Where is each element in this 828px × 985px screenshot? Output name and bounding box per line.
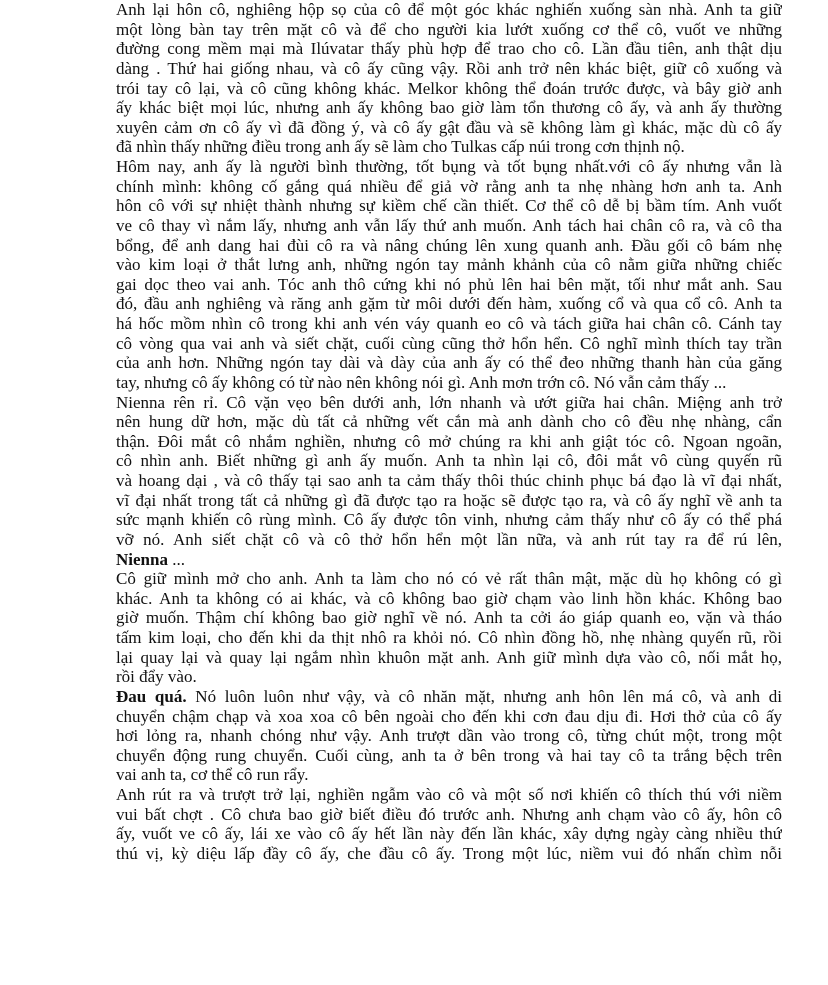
text-line (116, 824, 782, 844)
line-text: hơi lỏng ra, nhanh chóng như vậy. Anh trượt dần vào trong cô, từng chút một, trong một (116, 726, 782, 746)
text-line (116, 785, 782, 805)
text-line (116, 20, 782, 40)
line-text: Nó luôn luôn như vậy, và cô nhăn mặt, nhưng anh hôn lên má cô, và anh di (186, 686, 782, 706)
line-text: bổng, để anh dang hai đùi cô ra và nâng chúng lên xung quanh anh. Đầu gối cô bám nhẹ (116, 235, 782, 255)
line-text: khác. Anh ta không có ai khác, và cô không bao giờ chạm vào linh hồn khác. Không bao (116, 588, 782, 608)
line-text: vĩ đại nhất trong tất cả những gì đã được tạo ra hoặc sẽ được tạo ra, và cô ấy nghĩ về anh ta (116, 490, 782, 510)
line-text: tấm kim loại, cho đến khi da thịt nhô ra khỏi nó. Cô nhìn đồng hồ, nhẹ nhàng quyến rũ, rồi (116, 628, 782, 647)
text-line (116, 510, 782, 530)
line-text: thú vị, kỳ diệu lấp đầy cô ấy, che đầu cô ấy. Trong một lúc, niềm vui đó nhấn chìm nỗi (116, 843, 782, 863)
line-text: Hôm nay, anh ấy là người bình thường, tốt bụng và tốt bụng nhất.với cô ấy nhưng vẫn là (116, 157, 782, 176)
text-line (116, 79, 782, 99)
paragraph (116, 785, 782, 864)
line-text: ấy khác biệt mọi lúc, nhưng anh ấy không bao giờ làm tổn thương cô ấy, và anh ấy thường (116, 98, 782, 118)
line-text: vào kim loại ở thắt lưng anh, những ngón tay mảnh khảnh của cô nằm giữa những chiếc (116, 255, 782, 275)
text-line (116, 726, 782, 746)
text-line (116, 98, 782, 118)
line-text: vỡ nó. Anh siết chặt cô và cô thở hổn hển một lần nữa, và anh rút tay ra để rú lên, (116, 529, 782, 549)
line-text: gai dọc theo vai anh. Tóc anh thô cứng khi nó phủ lên hai bên mặt, tối như mắt anh. Sau (116, 274, 782, 294)
line-text: hôn cô với sự nhiệt thành nhưng sự kiềm chế cần thiết. Cơ thể cô dễ bị bầm tím. Anh vuốt (116, 196, 782, 216)
line-text: cô nhìn anh. Biết những gì anh ấy muốn. Anh ta nhìn lại cô, đôi mắt vô cùng quyến rũ (116, 451, 782, 471)
text-line (116, 648, 782, 668)
text-line (116, 196, 782, 216)
text-line (116, 334, 782, 354)
line-text: trói tay cô lại, và cô cũng không khác. Melkor không thể đoán trước được, và bây giờ anh (116, 78, 782, 98)
text-line (116, 707, 782, 727)
text-line (116, 157, 782, 177)
bold-text: Nienna (116, 549, 168, 569)
text-line (116, 667, 782, 687)
line-text: há hốc mồm nhìn cô trong khi anh vén váy quanh eo cô và tách giữa hai chân cô. Cánh tay (116, 314, 782, 333)
line-text: chuyển chậm chạp và xoa xoa cô bên ngoài cho đến khi cơn đau dịu đi. Hơi thở của cô ấy (116, 706, 782, 726)
text-line (116, 451, 782, 471)
text-line (116, 373, 782, 393)
line-text: và hoang dại , và cô thấy tại sao anh ta cảm thấy thôi thúc chinh phục bá đạo là vĩ đại nhất, (116, 471, 782, 490)
line-text: một lòng bàn tay trên mặt cô và để cho người kia lướt xuống cơ thể cô, vuốt ve những (116, 19, 782, 39)
line-text: thận. Đôi mắt cô nhắm nghiền, nhưng cô mở chúng ra khi anh giật tóc cô. Ngoan ngoãn, (116, 431, 782, 451)
paragraph (116, 687, 782, 785)
text-line (116, 275, 782, 295)
line-text: đường cong mềm mại mà Ilúvatar thấy phù hợp để trao cho cô. Lần đầu tiên, anh thật dịu (116, 39, 782, 59)
line-text: giờ muốn. Thậm chí không bao giờ nghĩ về nó. Anh ta cởi áo giáp quanh eo, vặn và tháo (116, 608, 782, 628)
text-line (116, 550, 782, 570)
line-text: của anh hơn. Những ngón tay dài và dày của anh ấy có thể đeo những thanh hàn của găng (116, 353, 782, 373)
text-line (116, 471, 782, 491)
bold-text: Đau quá. (116, 686, 187, 706)
text-line (116, 216, 782, 236)
line-text: vui bất chợt . Cô chưa bao giờ biết điều đó trước anh. Nhưng anh chạm vào cô ấy, hôn cô (116, 804, 782, 824)
text-line (116, 393, 782, 413)
text-line (116, 353, 782, 373)
text-line (116, 589, 782, 609)
line-text: dàng . Thứ hai giống nhau, và cô ấy cũng vậy. Rồi anh trở nên khác biệt, giữ cô xuống và (116, 58, 782, 78)
text-line (116, 0, 782, 20)
line-text: Anh lại hôn cô, nghiêng hộp sọ của cô để một góc khác nghiến xuống sàn nhà. Anh ta giữ (116, 0, 782, 19)
text-line (116, 39, 782, 59)
paragraph (116, 393, 782, 570)
text-line (116, 491, 782, 511)
line-text: Nienna rên rỉ. Cô vặn vẹo bên dưới anh, lớn nhanh và ướt giữa hai chân. Miệng anh trở (116, 392, 782, 412)
line-text: rồi đẩy vào. (116, 667, 197, 687)
text-line (116, 805, 782, 825)
line-text: lại quay lại và quay lại ngắm nhìn khuôn mặt anh. Anh giữ mình dựa vào cô, nối mắt họ, (116, 647, 782, 667)
text-line (116, 59, 782, 79)
text-line (116, 255, 782, 275)
text-line (116, 687, 782, 707)
line-text: Cô giữ mình mở cho anh. Anh ta làm cho nó có vẻ rất thân mật, mặc dù họ không có gì (116, 569, 782, 589)
line-text: ... (167, 549, 185, 569)
text-line (116, 569, 782, 589)
text-line (116, 608, 782, 628)
paragraph (116, 569, 782, 687)
text-line (116, 432, 782, 452)
line-text: Anh rút ra và trượt trở lại, nghiền ngẫm vào cô và một số nơi khiến cô thích thú với niềm (116, 785, 782, 804)
line-text: tay, nhưng cô ấy không có từ nào nên không nói gì. Anh mơn trớn cô. Nó vẫn cảm thấy ... (116, 372, 727, 392)
line-text: chính mình: không cố gắng quá nhiều để giả vờ rằng anh ta nhẹ nhàng hơn anh ta. Anh (116, 176, 782, 196)
text-line (116, 118, 782, 138)
text-line (116, 294, 782, 314)
text-line (116, 844, 782, 864)
text-line (116, 530, 782, 550)
line-text: cô vòng qua vai anh và siết chặt, cuối cùng cũng thở hổn hển. Cô nghĩ mình thích tay trần (116, 333, 782, 353)
line-text: đã nhìn thấy những điều trong anh ấy sẽ làm cho Tulkas cấp núi trong cơn thịnh nộ. (116, 137, 685, 157)
line-text: ấy, vuốt ve cô ấy, lái xe vào cô ấy hết lần này đến lần khác, xây dựng ngày càng nhiều thứ (116, 824, 782, 844)
line-text: đó, đầu anh nghiêng và răng anh gặm từ môi dưới đến hàm, xuống cổ và qua cổ cô. Anh ta (116, 294, 782, 314)
line-text: vai anh ta, cơ thể cô run rẩy. (116, 765, 309, 785)
text-line (116, 628, 782, 648)
text-line (116, 765, 782, 785)
line-text: xuyên cảm ơn cô ấy vì đã đồng ý, và cô ấy gật đầu và sẽ không làm gì khác, mặc dù cô ấy (116, 117, 782, 137)
text-line (116, 412, 782, 432)
text-line (116, 177, 782, 197)
text-line (116, 746, 782, 766)
text-line (116, 236, 782, 256)
line-text: ve cô thay vì nắm lấy, nhưng anh vẫn lấy thứ anh muốn. Anh tách hai chân cô ra, và cô tha (116, 215, 782, 235)
paragraph (116, 0, 782, 157)
line-text: chuyển động rung chuyển. Cuối cùng, anh ta ở bên trong và hai tay cô ta trắng bệch trên (116, 745, 782, 765)
line-text: nên hung dữ hơn, mặc dù tất cả những vết cắn mà anh dành cho cô đều nhẹ nhàng, cẩn (116, 412, 782, 432)
paragraph (116, 157, 782, 393)
text-line (116, 137, 782, 157)
line-text: sức mạnh khiến cô rùng mình. Cô ấy được tôn vinh, nhưng cảm thấy như cô ấy có thể phá (116, 510, 782, 530)
text-line (116, 314, 782, 334)
